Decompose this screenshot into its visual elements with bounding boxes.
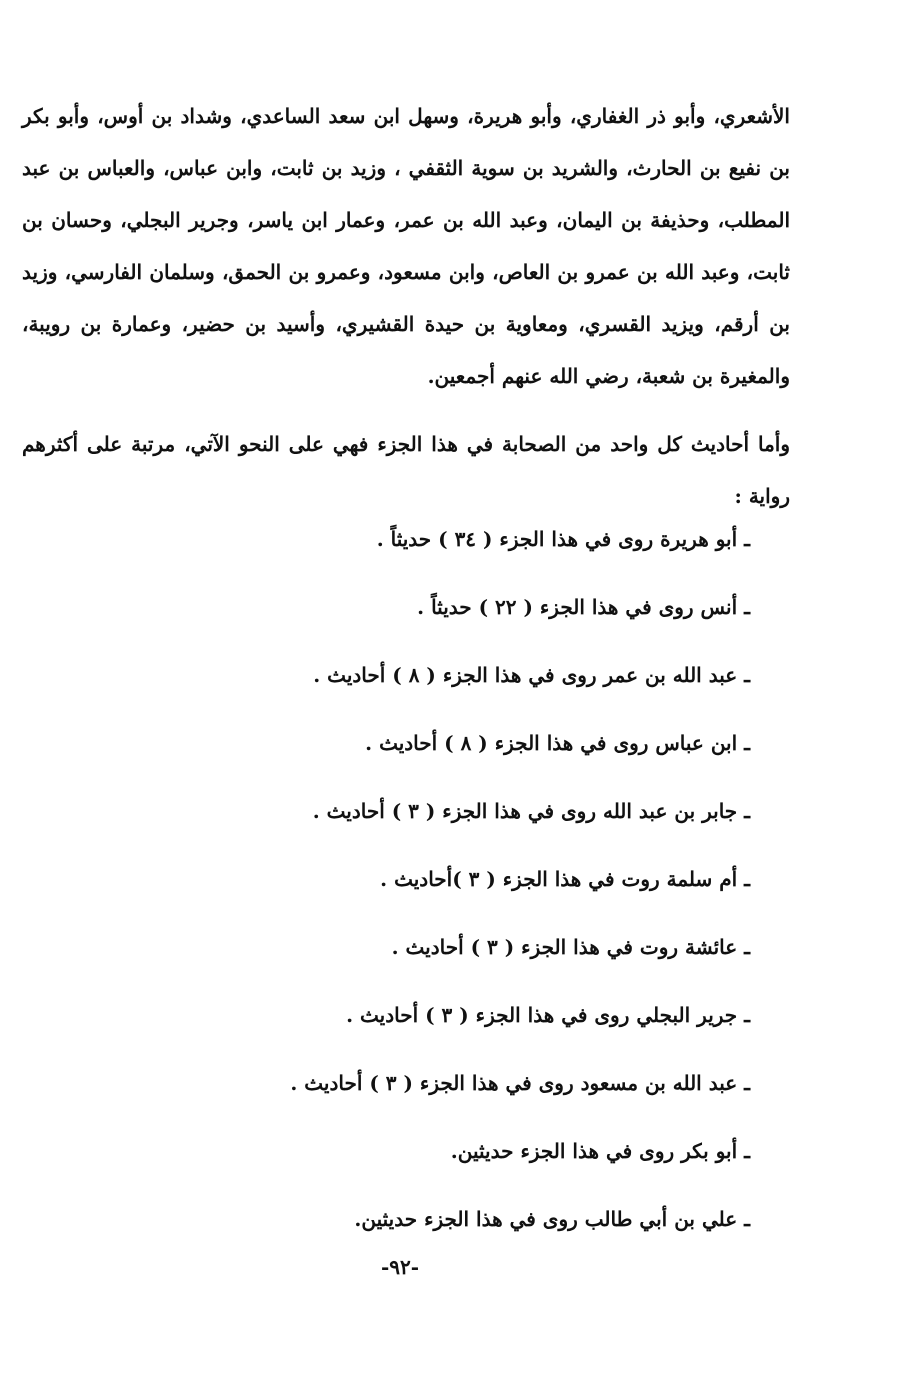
page-number: -٩٢-	[380, 1255, 420, 1279]
narrations-list	[0, 511, 750, 1259]
list-item: ـ عبد الله بن عمر روى في هذا الجزء ( ٨ ) أحاديث .	[313, 663, 750, 687]
list-item: ـ أبو بكر روى في هذا الجزء حديثين.	[450, 1139, 750, 1163]
list-item: ـ عبد الله بن مسعود روى في هذا الجزء ( ٣ ) أحاديث .	[290, 1071, 750, 1095]
list-item: ـ جابر بن عبد الله روى في هذا الجزء ( ٣ ) أحاديث .	[312, 799, 750, 823]
intro-paragraph: وأما أحاديث كل واحد من الصحابة في هذا الجزء فهي على النحو الآتي، مرتبة على أكثرهم رواية :	[22, 432, 790, 508]
list-item: ـ أبو هريرة روى في هذا الجزء ( ٣٤ ) حديثاً .	[376, 527, 750, 551]
list-item: ـ جرير البجلي روى في هذا الجزء ( ٣ ) أحاديث .	[346, 1003, 750, 1027]
list-item: ـ ابن عباس روى في هذا الجزء ( ٨ ) أحاديث .	[365, 731, 750, 755]
list-item: ـ عائشة روت في هذا الجزء ( ٣ ) أحاديث .	[391, 935, 750, 959]
list-item: ـ علي بن أبي طالب روى في هذا الجزء حديثين.	[354, 1207, 750, 1231]
list-item: ـ أم سلمة روت في هذا الجزء ( ٣ )أحاديث .	[380, 867, 750, 891]
list-item: ـ أنس روى في هذا الجزء ( ٢٢ ) حديثاً .	[417, 595, 750, 619]
companions-paragraph: الأشعري، وأبو ذر الغفاري، وأبو هريرة، وسهل ابن سعد الساعدي، وشداد بن أوس، وأبو بكر بن نفيع بن الحارث، والشريد بن سوية الثقفي ، وزيد بن ثابت، وابن عباس، والعباس بن عبد المطلب، وحذيفة بن اليمان، وعبد الله بن عمر، وعمار ابن ياسر، وجرير البجلي، وحسان بن ثابت، وعبد الله بن عمرو بن العاص، وابن مسعود، وعمرو بن الحمق، وسلمان الفارسي، وزيد بن أرقم، ويزيد القسري، ومعاوية بن حيدة القشيري، وأسيد بن حضير، وعمارة بن رويبة، والمغيرة بن شعبة، رضي الله عنهم أجمعين.	[22, 104, 790, 388]
